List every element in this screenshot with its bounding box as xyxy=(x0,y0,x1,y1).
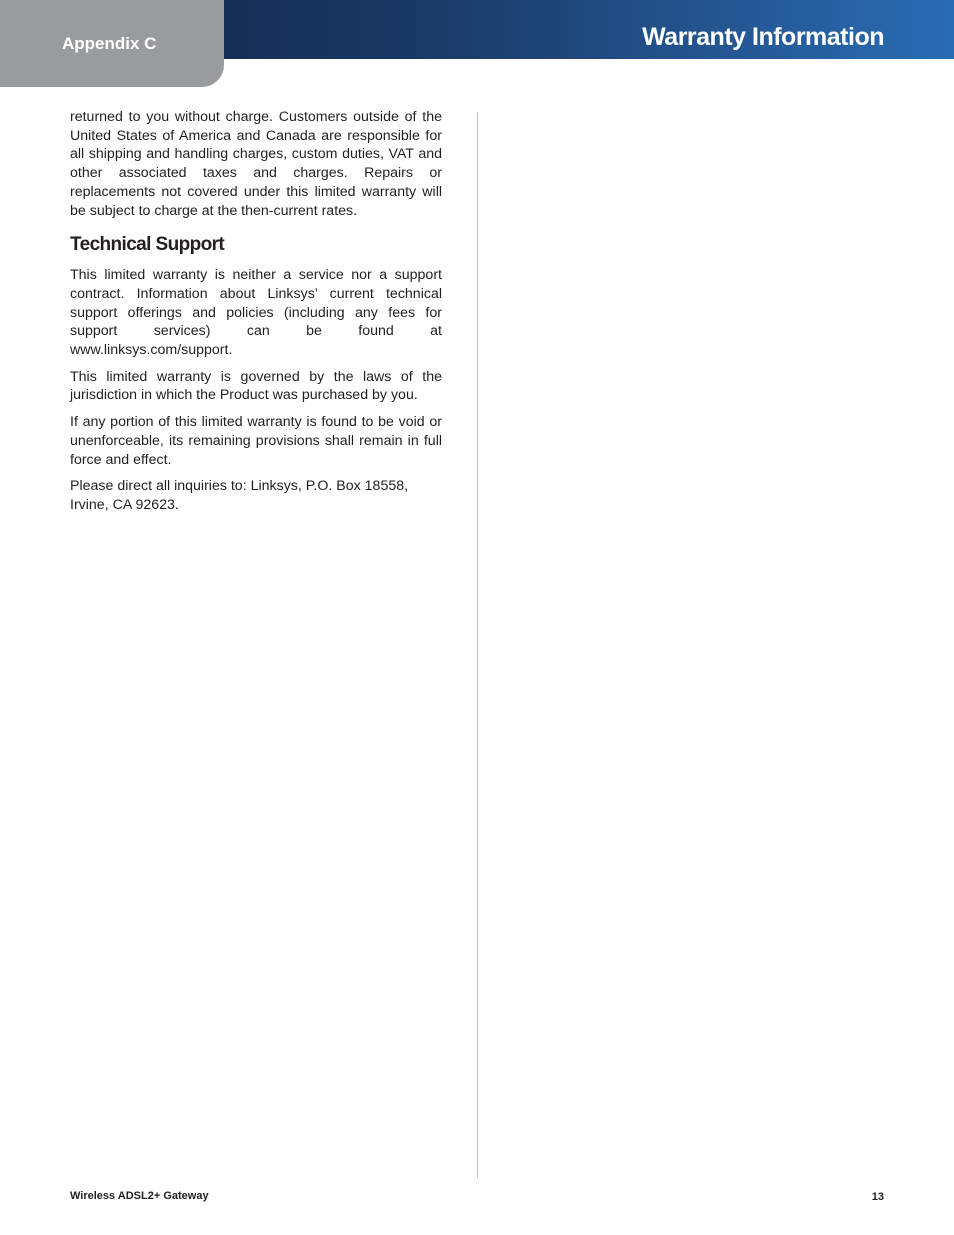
intro-paragraph: returned to you without charge. Customers outside of the United States of America and Canada are responsible for all shipping and handling charges, custom duties, VAT and other associated taxes and charges. Repairs or replacements not covered under this limited warranty will be subject to charge at the then-current rates. xyxy=(70,109,442,219)
appendix-label: Appendix C xyxy=(62,34,157,53)
footer-product-name: Wireless ADSL2+ Gateway xyxy=(70,1190,209,1202)
appendix-tab xyxy=(0,0,224,87)
paragraph-severability: If any portion of this limited warranty is found to be void or unenforceable, its remaining provisions shall remain in full force and effect. xyxy=(70,414,442,468)
left-column xyxy=(70,108,442,523)
page-title: Warranty Information xyxy=(642,23,884,51)
paragraph-inquiries: Please direct all inquiries to: Linksys, P.O. Box 18558, Irvine, CA 92623. xyxy=(70,478,409,513)
paragraph-support-contract: This limited warranty is neither a service nor a support contract. Information about Linksys’ current technical support offerings and policies (including any fees for support services) can be found at www.linksys.com/support. xyxy=(70,267,442,359)
paragraph-governing-law: This limited warranty is governed by the laws of the jurisdiction in which the Product was purchased by you. xyxy=(70,368,442,404)
footer-page-number: 13 xyxy=(871,1191,884,1203)
section-heading: Technical Support xyxy=(70,234,225,256)
column-divider xyxy=(477,112,478,1178)
